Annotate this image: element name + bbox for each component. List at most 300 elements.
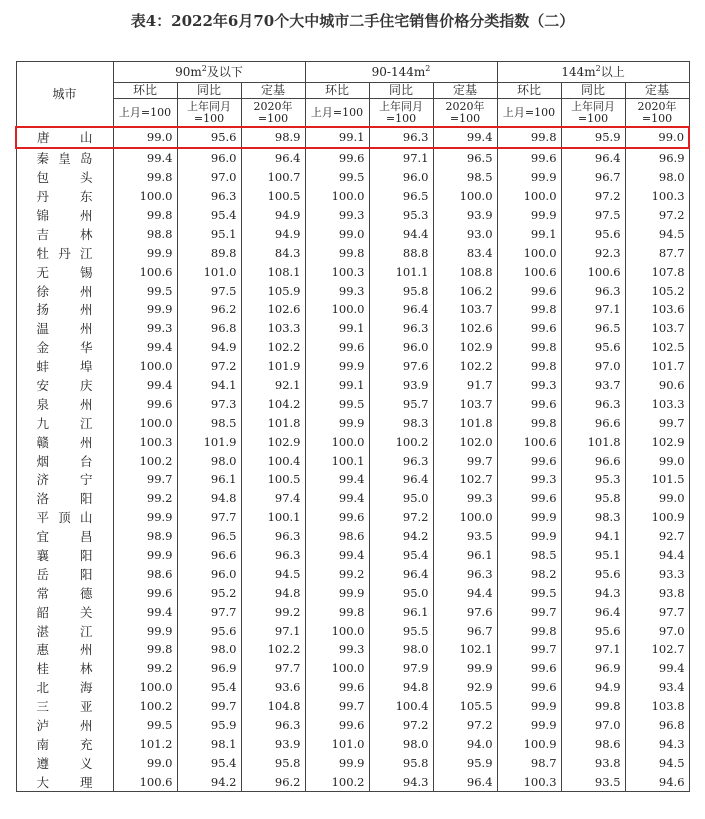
city-name-cell: 丹东 — [16, 187, 113, 206]
table-row — [16, 376, 689, 395]
index-value-cell: 96.4 — [241, 148, 305, 168]
index-value-cell: 96.3 — [561, 281, 625, 300]
index-value-cell: 94.1 — [561, 527, 625, 546]
group-header-small: $90m^2$及以下 — [113, 62, 305, 83]
index-value-cell: 99.8 — [497, 338, 561, 357]
index-value-cell: 95.6 — [177, 127, 241, 148]
index-value-cell: 97.1 — [561, 300, 625, 319]
index-value-cell: 99.6 — [497, 394, 561, 413]
index-value-cell: 100.1 — [305, 451, 369, 470]
index-value-cell: 100.0 — [305, 432, 369, 451]
index-value-cell: 98.9 — [113, 527, 177, 546]
index-value-cell: 102.9 — [241, 432, 305, 451]
index-value-cell: 99.1 — [497, 224, 561, 243]
index-value-cell: 96.8 — [625, 716, 689, 735]
index-value-cell: 102.1 — [433, 640, 497, 659]
table-row — [16, 262, 689, 281]
index-value-cell: 98.0 — [369, 640, 433, 659]
index-value-cell: 97.7 — [177, 508, 241, 527]
index-value-cell: 94.3 — [369, 772, 433, 791]
city-name-cell: 宜昌 — [16, 527, 113, 546]
index-value-cell: 99.8 — [497, 413, 561, 432]
table-row — [16, 451, 689, 470]
index-value-cell: 94.8 — [241, 583, 305, 602]
city-column-header: 城市 — [16, 62, 113, 128]
index-value-cell: 94.4 — [625, 546, 689, 565]
index-value-cell: 94.5 — [241, 564, 305, 583]
base-period-header: 2020年=100 — [433, 99, 497, 128]
index-value-cell: 99.6 — [497, 319, 561, 338]
table-row — [16, 470, 689, 489]
index-value-cell: 95.8 — [241, 753, 305, 772]
yoy-header: 同比 — [561, 83, 625, 99]
index-value-cell: 99.8 — [113, 206, 177, 225]
index-value-cell: 99.6 — [497, 659, 561, 678]
table-row — [16, 735, 689, 754]
city-name-cell: 洛阳 — [16, 489, 113, 508]
index-value-cell: 99.3 — [305, 640, 369, 659]
index-value-cell: 107.8 — [625, 262, 689, 281]
table-row — [16, 640, 689, 659]
index-value-cell: 95.4 — [369, 546, 433, 565]
city-name-cell: 遵义 — [16, 753, 113, 772]
index-value-cell: 97.2 — [561, 187, 625, 206]
city-name-cell: 包头 — [16, 168, 113, 187]
index-value-cell: 99.4 — [625, 659, 689, 678]
index-value-cell: 97.5 — [177, 281, 241, 300]
city-name-cell: 襄阳 — [16, 546, 113, 565]
index-value-cell: 99.6 — [113, 583, 177, 602]
index-value-cell: 97.2 — [369, 716, 433, 735]
index-value-cell: 95.8 — [369, 753, 433, 772]
index-value-cell: 96.3 — [433, 564, 497, 583]
index-value-cell: 99.6 — [305, 716, 369, 735]
index-value-cell: 99.3 — [497, 376, 561, 395]
table-row — [16, 432, 689, 451]
table-row — [16, 772, 689, 791]
table-row — [16, 243, 689, 262]
index-value-cell: 99.4 — [113, 148, 177, 168]
index-value-cell: 93.5 — [561, 772, 625, 791]
city-name-cell: 泸州 — [16, 716, 113, 735]
base-period-header: 上月=100 — [113, 99, 177, 128]
index-value-cell: 99.8 — [113, 168, 177, 187]
index-value-cell: 98.1 — [177, 735, 241, 754]
table-row — [16, 127, 689, 148]
city-name-cell: 北海 — [16, 678, 113, 697]
index-value-cell: 95.9 — [561, 127, 625, 148]
index-value-cell: 100.0 — [433, 187, 497, 206]
index-value-cell: 95.9 — [433, 753, 497, 772]
index-value-cell: 99.9 — [305, 583, 369, 602]
index-value-cell: 94.5 — [625, 224, 689, 243]
index-value-cell: 96.1 — [433, 546, 497, 565]
table-row — [16, 564, 689, 583]
index-value-cell: 99.9 — [497, 697, 561, 716]
table-row — [16, 206, 689, 225]
index-value-cell: 95.6 — [561, 338, 625, 357]
index-value-cell: 96.5 — [561, 319, 625, 338]
index-value-cell: 98.6 — [113, 564, 177, 583]
table-row — [16, 489, 689, 508]
index-value-cell: 99.6 — [497, 148, 561, 168]
city-name-cell: 南充 — [16, 735, 113, 754]
index-value-cell: 99.9 — [113, 300, 177, 319]
index-value-cell: 97.3 — [177, 394, 241, 413]
index-value-cell: 96.3 — [561, 394, 625, 413]
index-value-cell: 93.6 — [241, 678, 305, 697]
index-value-cell: 99.4 — [305, 546, 369, 565]
index-value-cell: 99.8 — [497, 357, 561, 376]
index-value-cell: 93.9 — [241, 735, 305, 754]
index-value-cell: 102.9 — [433, 338, 497, 357]
index-value-cell: 100.9 — [497, 735, 561, 754]
index-value-cell: 97.7 — [177, 602, 241, 621]
index-value-cell: 97.1 — [241, 621, 305, 640]
group-header-medium: $90-144m^2$ — [305, 62, 497, 83]
base-period-header: 上年同月=100 — [561, 99, 625, 128]
index-value-cell: 97.5 — [561, 206, 625, 225]
index-value-cell: 101.2 — [113, 735, 177, 754]
index-value-cell: 95.6 — [561, 224, 625, 243]
index-value-cell: 92.7 — [625, 527, 689, 546]
yoy-header: 同比 — [369, 83, 433, 99]
index-value-cell: 102.7 — [625, 640, 689, 659]
index-value-cell: 106.2 — [433, 281, 497, 300]
index-value-cell: 96.2 — [177, 300, 241, 319]
index-value-cell: 95.3 — [369, 206, 433, 225]
index-value-cell: 97.1 — [561, 640, 625, 659]
index-value-cell: 100.3 — [497, 772, 561, 791]
index-value-cell: 99.6 — [305, 508, 369, 527]
index-value-cell: 102.7 — [433, 470, 497, 489]
index-value-cell: 100.6 — [113, 772, 177, 791]
index-value-cell: 96.6 — [177, 546, 241, 565]
index-value-cell: 99.0 — [625, 489, 689, 508]
index-value-cell: 99.2 — [113, 489, 177, 508]
index-value-cell: 99.3 — [113, 319, 177, 338]
city-name-cell: 岳阳 — [16, 564, 113, 583]
index-value-cell: 94.5 — [625, 753, 689, 772]
table-title: 表4：2022年6月70个大中城市二手住宅销售价格分类指数（二） — [130, 12, 575, 30]
index-value-cell: 99.6 — [305, 148, 369, 168]
index-value-cell: 99.9 — [113, 508, 177, 527]
index-value-cell: 97.7 — [625, 602, 689, 621]
index-value-cell: 99.0 — [305, 224, 369, 243]
index-value-cell: 100.1 — [241, 508, 305, 527]
index-value-cell: 99.6 — [497, 489, 561, 508]
mom-header: 环比 — [497, 83, 561, 99]
index-value-cell: 105.2 — [625, 281, 689, 300]
base-period-header: 上年同月=100 — [177, 99, 241, 128]
index-value-cell: 97.4 — [241, 489, 305, 508]
table-row — [16, 621, 689, 640]
index-value-cell: 100.2 — [369, 432, 433, 451]
index-value-cell: 99.8 — [305, 243, 369, 262]
index-value-cell: 99.6 — [305, 338, 369, 357]
index-value-cell: 99.3 — [497, 470, 561, 489]
index-value-cell: 96.0 — [177, 148, 241, 168]
index-value-cell: 99.0 — [113, 127, 177, 148]
index-value-cell: 100.0 — [305, 659, 369, 678]
index-value-cell: 96.7 — [561, 168, 625, 187]
index-value-cell: 99.7 — [433, 451, 497, 470]
index-value-cell: 90.6 — [625, 376, 689, 395]
index-value-cell: 98.0 — [369, 735, 433, 754]
index-value-cell: 94.6 — [625, 772, 689, 791]
index-value-cell: 105.5 — [433, 697, 497, 716]
index-value-cell: 103.7 — [625, 319, 689, 338]
index-value-cell: 99.5 — [497, 583, 561, 602]
index-value-cell: 95.4 — [177, 753, 241, 772]
index-value-cell: 99.8 — [497, 127, 561, 148]
index-value-cell: 99.4 — [305, 489, 369, 508]
index-value-cell: 98.3 — [369, 413, 433, 432]
index-value-cell: 94.4 — [369, 224, 433, 243]
index-value-cell: 96.5 — [433, 148, 497, 168]
index-value-cell: 99.2 — [113, 659, 177, 678]
index-value-cell: 97.6 — [433, 602, 497, 621]
base-period-header: 2020年=100 — [241, 99, 305, 128]
index-value-cell: 98.6 — [561, 735, 625, 754]
index-value-cell: 100.0 — [305, 187, 369, 206]
index-value-cell: 97.2 — [433, 716, 497, 735]
index-value-cell: 96.5 — [177, 527, 241, 546]
index-value-cell: 100.5 — [241, 187, 305, 206]
index-value-cell: 96.0 — [177, 564, 241, 583]
index-value-cell: 94.2 — [177, 772, 241, 791]
index-value-cell: 97.0 — [561, 716, 625, 735]
base-period-header: 上月=100 — [497, 99, 561, 128]
index-value-cell: 100.0 — [305, 621, 369, 640]
table-row — [16, 697, 689, 716]
table-row — [16, 168, 689, 187]
index-value-cell: 97.6 — [369, 357, 433, 376]
index-value-cell: 101.0 — [177, 262, 241, 281]
index-value-cell: 100.0 — [433, 508, 497, 527]
index-value-cell: 100.3 — [625, 187, 689, 206]
index-value-cell: 104.2 — [241, 394, 305, 413]
index-value-cell: 99.9 — [433, 659, 497, 678]
group-header-large: $144m^2$以上 — [497, 62, 689, 83]
index-value-cell: 92.9 — [433, 678, 497, 697]
yoy-header: 同比 — [177, 83, 241, 99]
index-value-cell: 93.9 — [369, 376, 433, 395]
index-value-cell: 100.0 — [113, 678, 177, 697]
index-value-cell: 97.0 — [561, 357, 625, 376]
mom-header: 环比 — [113, 83, 177, 99]
city-name-cell: 九江 — [16, 413, 113, 432]
index-value-cell: 99.4 — [113, 602, 177, 621]
index-value-cell: 96.2 — [241, 772, 305, 791]
index-value-cell: 99.9 — [497, 527, 561, 546]
table-row — [16, 148, 689, 168]
fixed-base-header: 定基 — [241, 83, 305, 99]
index-value-cell: 93.8 — [625, 583, 689, 602]
index-value-cell: 99.5 — [305, 168, 369, 187]
index-value-cell: 102.0 — [433, 432, 497, 451]
index-value-cell: 100.3 — [305, 262, 369, 281]
index-value-cell: 96.4 — [561, 148, 625, 168]
city-name-cell: 赣州 — [16, 432, 113, 451]
index-value-cell: 99.5 — [305, 394, 369, 413]
index-value-cell: 99.3 — [433, 489, 497, 508]
index-value-cell: 96.6 — [561, 451, 625, 470]
index-value-cell: 101.0 — [305, 735, 369, 754]
index-value-cell: 98.5 — [177, 413, 241, 432]
table-row — [16, 319, 689, 338]
index-value-cell: 103.3 — [241, 319, 305, 338]
index-value-cell: 96.3 — [177, 187, 241, 206]
index-value-cell: 95.0 — [369, 489, 433, 508]
index-value-cell: 99.0 — [625, 451, 689, 470]
index-value-cell: 96.4 — [433, 772, 497, 791]
index-value-cell: 99.4 — [433, 127, 497, 148]
index-value-cell: 99.7 — [305, 697, 369, 716]
index-value-cell: 99.2 — [305, 564, 369, 583]
index-value-cell: 99.9 — [305, 753, 369, 772]
index-value-cell: 100.0 — [305, 300, 369, 319]
index-value-cell: 96.3 — [241, 716, 305, 735]
index-value-cell: 99.3 — [305, 206, 369, 225]
index-value-cell: 98.7 — [497, 753, 561, 772]
index-value-cell: 96.3 — [369, 127, 433, 148]
city-name-cell: 湛江 — [16, 621, 113, 640]
index-value-cell: 94.1 — [177, 376, 241, 395]
index-value-cell: 96.8 — [177, 319, 241, 338]
index-value-cell: 99.4 — [113, 376, 177, 395]
city-name-cell: 三亚 — [16, 697, 113, 716]
table-row — [16, 394, 689, 413]
index-value-cell: 89.8 — [177, 243, 241, 262]
index-value-cell: 99.9 — [305, 413, 369, 432]
table-row — [16, 338, 689, 357]
index-value-cell: 100.0 — [497, 243, 561, 262]
city-name-cell: 烟台 — [16, 451, 113, 470]
index-value-cell: 93.0 — [433, 224, 497, 243]
index-value-cell: 101.8 — [241, 413, 305, 432]
city-name-cell: 锦州 — [16, 206, 113, 225]
city-name-cell: 桂林 — [16, 659, 113, 678]
index-value-cell: 100.6 — [113, 262, 177, 281]
index-value-cell: 96.4 — [369, 300, 433, 319]
table-row — [16, 602, 689, 621]
city-name-cell: 秦皇岛 — [16, 148, 113, 168]
index-value-cell: 95.4 — [177, 678, 241, 697]
index-value-cell: 99.9 — [497, 508, 561, 527]
index-value-cell: 95.1 — [561, 546, 625, 565]
index-value-cell: 99.6 — [497, 451, 561, 470]
index-value-cell: 99.4 — [305, 470, 369, 489]
index-value-cell: 101.8 — [561, 432, 625, 451]
index-value-cell: 95.7 — [369, 394, 433, 413]
index-value-cell: 88.8 — [369, 243, 433, 262]
index-value-cell: 94.9 — [241, 224, 305, 243]
index-value-cell: 96.4 — [369, 470, 433, 489]
index-value-cell: 100.6 — [497, 432, 561, 451]
index-value-cell: 94.3 — [561, 583, 625, 602]
index-value-cell: 92.3 — [561, 243, 625, 262]
index-value-cell: 98.0 — [177, 640, 241, 659]
city-name-cell: 徐州 — [16, 281, 113, 300]
index-value-cell: 95.3 — [561, 470, 625, 489]
index-value-cell: 95.0 — [369, 583, 433, 602]
base-period-header: 2020年=100 — [625, 99, 689, 128]
index-value-cell: 96.4 — [369, 564, 433, 583]
index-value-cell: 100.0 — [113, 413, 177, 432]
table-body — [16, 127, 689, 792]
index-value-cell: 100.5 — [241, 470, 305, 489]
index-value-cell: 101.9 — [241, 357, 305, 376]
index-value-cell: 108.1 — [241, 262, 305, 281]
index-value-cell: 98.3 — [561, 508, 625, 527]
city-name-cell: 大理 — [16, 772, 113, 791]
index-value-cell: 103.6 — [625, 300, 689, 319]
index-value-cell: 94.9 — [177, 338, 241, 357]
index-value-cell: 99.1 — [305, 127, 369, 148]
index-value-cell: 96.9 — [177, 659, 241, 678]
index-value-cell: 97.9 — [369, 659, 433, 678]
base-period-header: 上月=100 — [305, 99, 369, 128]
index-value-cell: 103.7 — [433, 394, 497, 413]
index-value-cell: 97.2 — [625, 206, 689, 225]
index-value-cell: 99.2 — [241, 602, 305, 621]
table-row — [16, 224, 689, 243]
index-value-cell: 99.7 — [177, 697, 241, 716]
city-name-cell: 吉林 — [16, 224, 113, 243]
index-value-cell: 100.2 — [113, 697, 177, 716]
table-row — [16, 716, 689, 735]
index-value-cell: 102.5 — [625, 338, 689, 357]
city-name-cell: 金华 — [16, 338, 113, 357]
fixed-base-header: 定基 — [625, 83, 689, 99]
index-value-cell: 100.0 — [113, 187, 177, 206]
index-value-cell: 98.6 — [305, 527, 369, 546]
base-period-header: 上年同月=100 — [369, 99, 433, 128]
city-name-cell: 平顶山 — [16, 508, 113, 527]
table-row — [16, 753, 689, 772]
index-value-cell: 101.8 — [433, 413, 497, 432]
table-row — [16, 508, 689, 527]
index-value-cell: 96.3 — [369, 319, 433, 338]
city-name-cell: 惠州 — [16, 640, 113, 659]
index-value-cell: 94.8 — [369, 678, 433, 697]
table-header — [16, 62, 689, 128]
index-value-cell: 102.2 — [241, 338, 305, 357]
index-value-cell: 93.3 — [625, 564, 689, 583]
index-value-cell: 94.9 — [241, 206, 305, 225]
table-row — [16, 300, 689, 319]
city-name-cell: 无锡 — [16, 262, 113, 281]
index-value-cell: 99.6 — [305, 678, 369, 697]
index-value-cell: 100.0 — [497, 187, 561, 206]
index-value-cell: 91.7 — [433, 376, 497, 395]
city-name-cell: 扬州 — [16, 300, 113, 319]
city-name-cell: 泉州 — [16, 394, 113, 413]
city-name-cell: 牡丹江 — [16, 243, 113, 262]
index-value-cell: 99.1 — [305, 376, 369, 395]
index-value-cell: 97.0 — [177, 168, 241, 187]
index-value-cell: 95.1 — [177, 224, 241, 243]
index-value-cell: 83.4 — [433, 243, 497, 262]
index-value-cell: 95.9 — [177, 716, 241, 735]
table-row — [16, 187, 689, 206]
index-value-cell: 92.1 — [241, 376, 305, 395]
index-value-cell: 96.9 — [625, 148, 689, 168]
index-value-cell: 96.9 — [561, 659, 625, 678]
table-row — [16, 357, 689, 376]
index-value-cell: 93.9 — [433, 206, 497, 225]
